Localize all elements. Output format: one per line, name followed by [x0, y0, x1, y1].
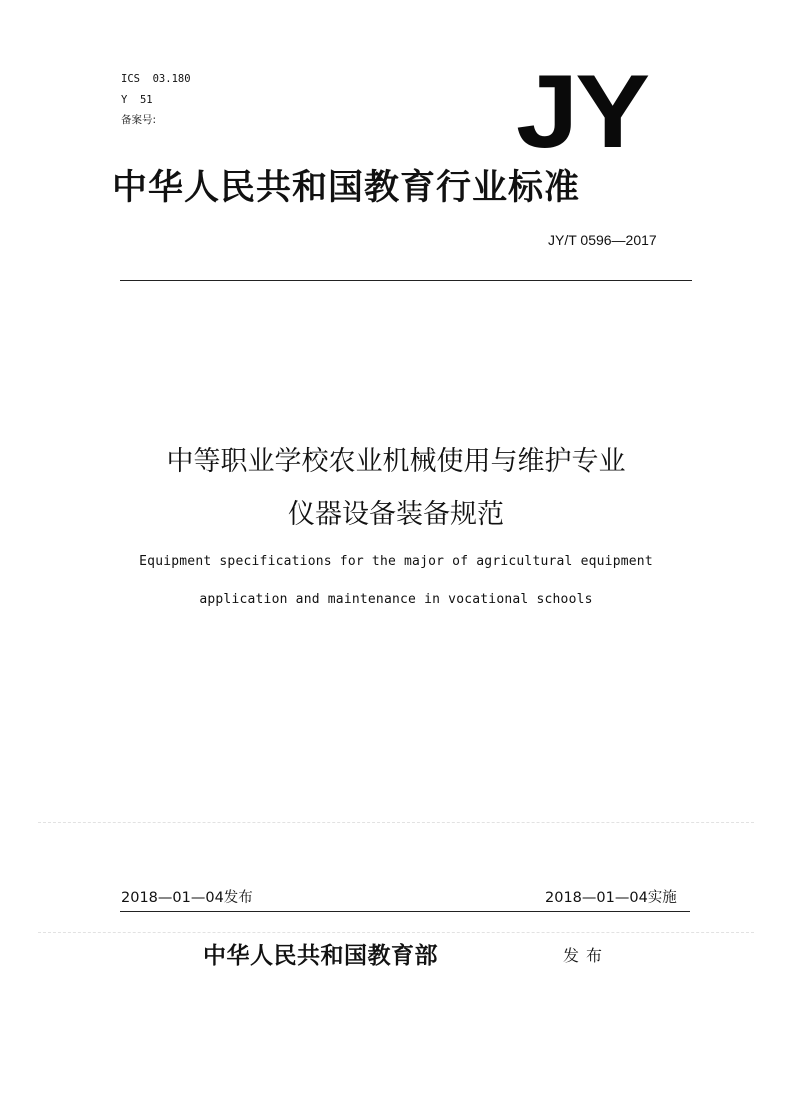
jy-logo: JY — [516, 54, 647, 170]
issuing-authority: 中华人民共和国教育部 — [203, 943, 438, 969]
standard-code: JY/T 0596—2017 — [548, 232, 657, 248]
document-title-en-line2: application and maintenance in vocational schools — [199, 592, 593, 607]
issue-label: 发布 — [563, 946, 610, 965]
record-number-label: 备案号: — [121, 114, 157, 126]
document-title-en-line1: Equipment specifications for the major of agricultural equipment — [139, 554, 653, 569]
scan-guide-line-upper — [38, 822, 754, 823]
classification-code: Y 51 — [121, 94, 153, 106]
document-title-cn-line2: 仪器设备装备规范 — [288, 499, 504, 530]
ics-number: ICS 03.180 — [121, 73, 191, 85]
footer-divider — [120, 911, 690, 912]
standard-category-title: 中华人民共和国教育行业标准 — [112, 168, 581, 208]
header-divider — [120, 280, 692, 281]
implementation-date: 2018—01—04实施 — [545, 890, 677, 906]
issue-date: 2018—01—04发布 — [121, 890, 253, 906]
scan-guide-line-lower — [38, 932, 754, 933]
document-title-cn-line1: 中等职业学校农业机械使用与维护专业 — [166, 446, 626, 477]
